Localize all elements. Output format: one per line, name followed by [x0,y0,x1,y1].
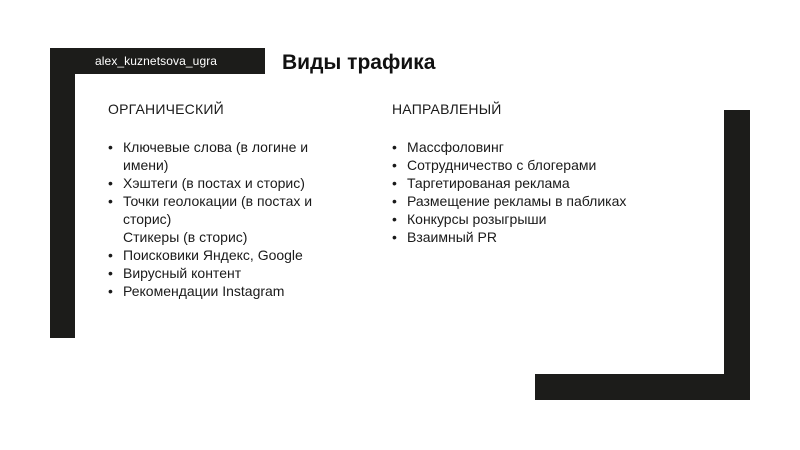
list-item: Стикеры (в сторис) [123,229,248,245]
directed-list [392,138,692,246]
frame-right-bar [724,110,750,400]
list-item: • Вирусный контент [108,264,408,282]
list-item: • Поисковики Яндекс, Google [108,246,408,264]
list-item: • Точки геолокации (в постах и сторис) [108,192,333,228]
directed-heading: НАПРАВЛЕНЫЙ [392,101,502,117]
frame-bottom-bar [535,374,750,400]
organic-list [108,138,408,300]
list-item: • Массфоловинг [392,138,692,156]
page-title: Виды трафика [282,51,436,74]
list-item: • Сотрудничество с блогерами [392,156,692,174]
brand-handle: alex_kuznetsova_ugra [95,54,218,68]
list-item: • Конкурсы розыгрыши [392,210,692,228]
list-item: • Ключевые слова (в логине и имени) [108,138,333,174]
frame-left-bar [50,48,75,338]
list-item: • Таргетированая реклама [392,174,692,192]
list-item: • Хэштеги (в постах и сторис) [108,174,408,192]
list-item: • Взаимный PR [392,228,692,246]
organic-heading: ОРГАНИЧЕСКИЙ [108,101,224,117]
list-item: • Размещение рекламы в пабликах [392,192,692,210]
directed-column [392,100,692,246]
list-item: • Рекомендации Instagram [108,282,408,300]
organic-column [108,100,408,300]
